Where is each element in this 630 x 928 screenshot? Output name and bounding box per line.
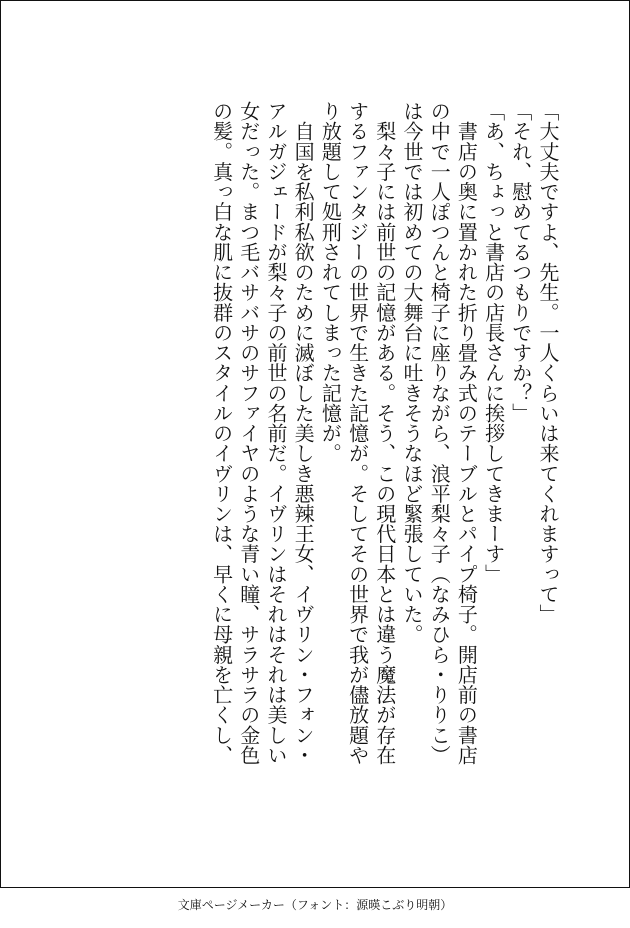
text-line: 「大丈夫ですよ、先生。一人くらいは来てくれますって」: [536, 101, 560, 625]
footer-label: 文庫ページメーカー（フォント：源暎こぶり明朝）: [177, 898, 453, 912]
text-line: するファンタジーの世界で生きた記憶が。そしてその世界で我が儘放題や: [345, 101, 370, 765]
text-line: 書店の奥に置かれた折り畳み式のテーブルとパイプ椅子。開店前の書店: [454, 101, 479, 765]
text-line: り放題して処刑されてしまった記憶が。: [318, 101, 343, 464]
text-line: アルガジェードが梨々子の前世の名前だ。イヴリンはそれはそれは美しい: [263, 101, 288, 765]
text-line: の中で一人ぽつんと椅子に座りながら、浪平梨々子（なみひら・りりこ）: [427, 101, 452, 765]
text-line: 「それ、慰めてるつもりですか？」: [508, 101, 533, 423]
text-line: 女だった。まつ毛バサバサのサファイヤのような青い瞳、サラサラの金色: [236, 101, 261, 765]
text-line: 自国を私利私欲のために滅ぼした美しき悪辣王女、イヴリン・フォン・: [291, 101, 316, 765]
vertical-text-body: [75, 101, 561, 831]
text-line: の髪。真っ白な肌に抜群のスタイルのイヴリンは、早くに母親を亡くし、: [209, 101, 234, 765]
text-line: 「あ、ちょっと書店の店長さんに挨拶してきまーす」: [481, 101, 506, 584]
text-line: は今世では初めての大舞台に吐きそうなほど緊張していた。: [399, 101, 424, 645]
text-line: 梨々子には前世の記憶がある。そう、この現代日本とは違う魔法が存在: [372, 101, 397, 765]
